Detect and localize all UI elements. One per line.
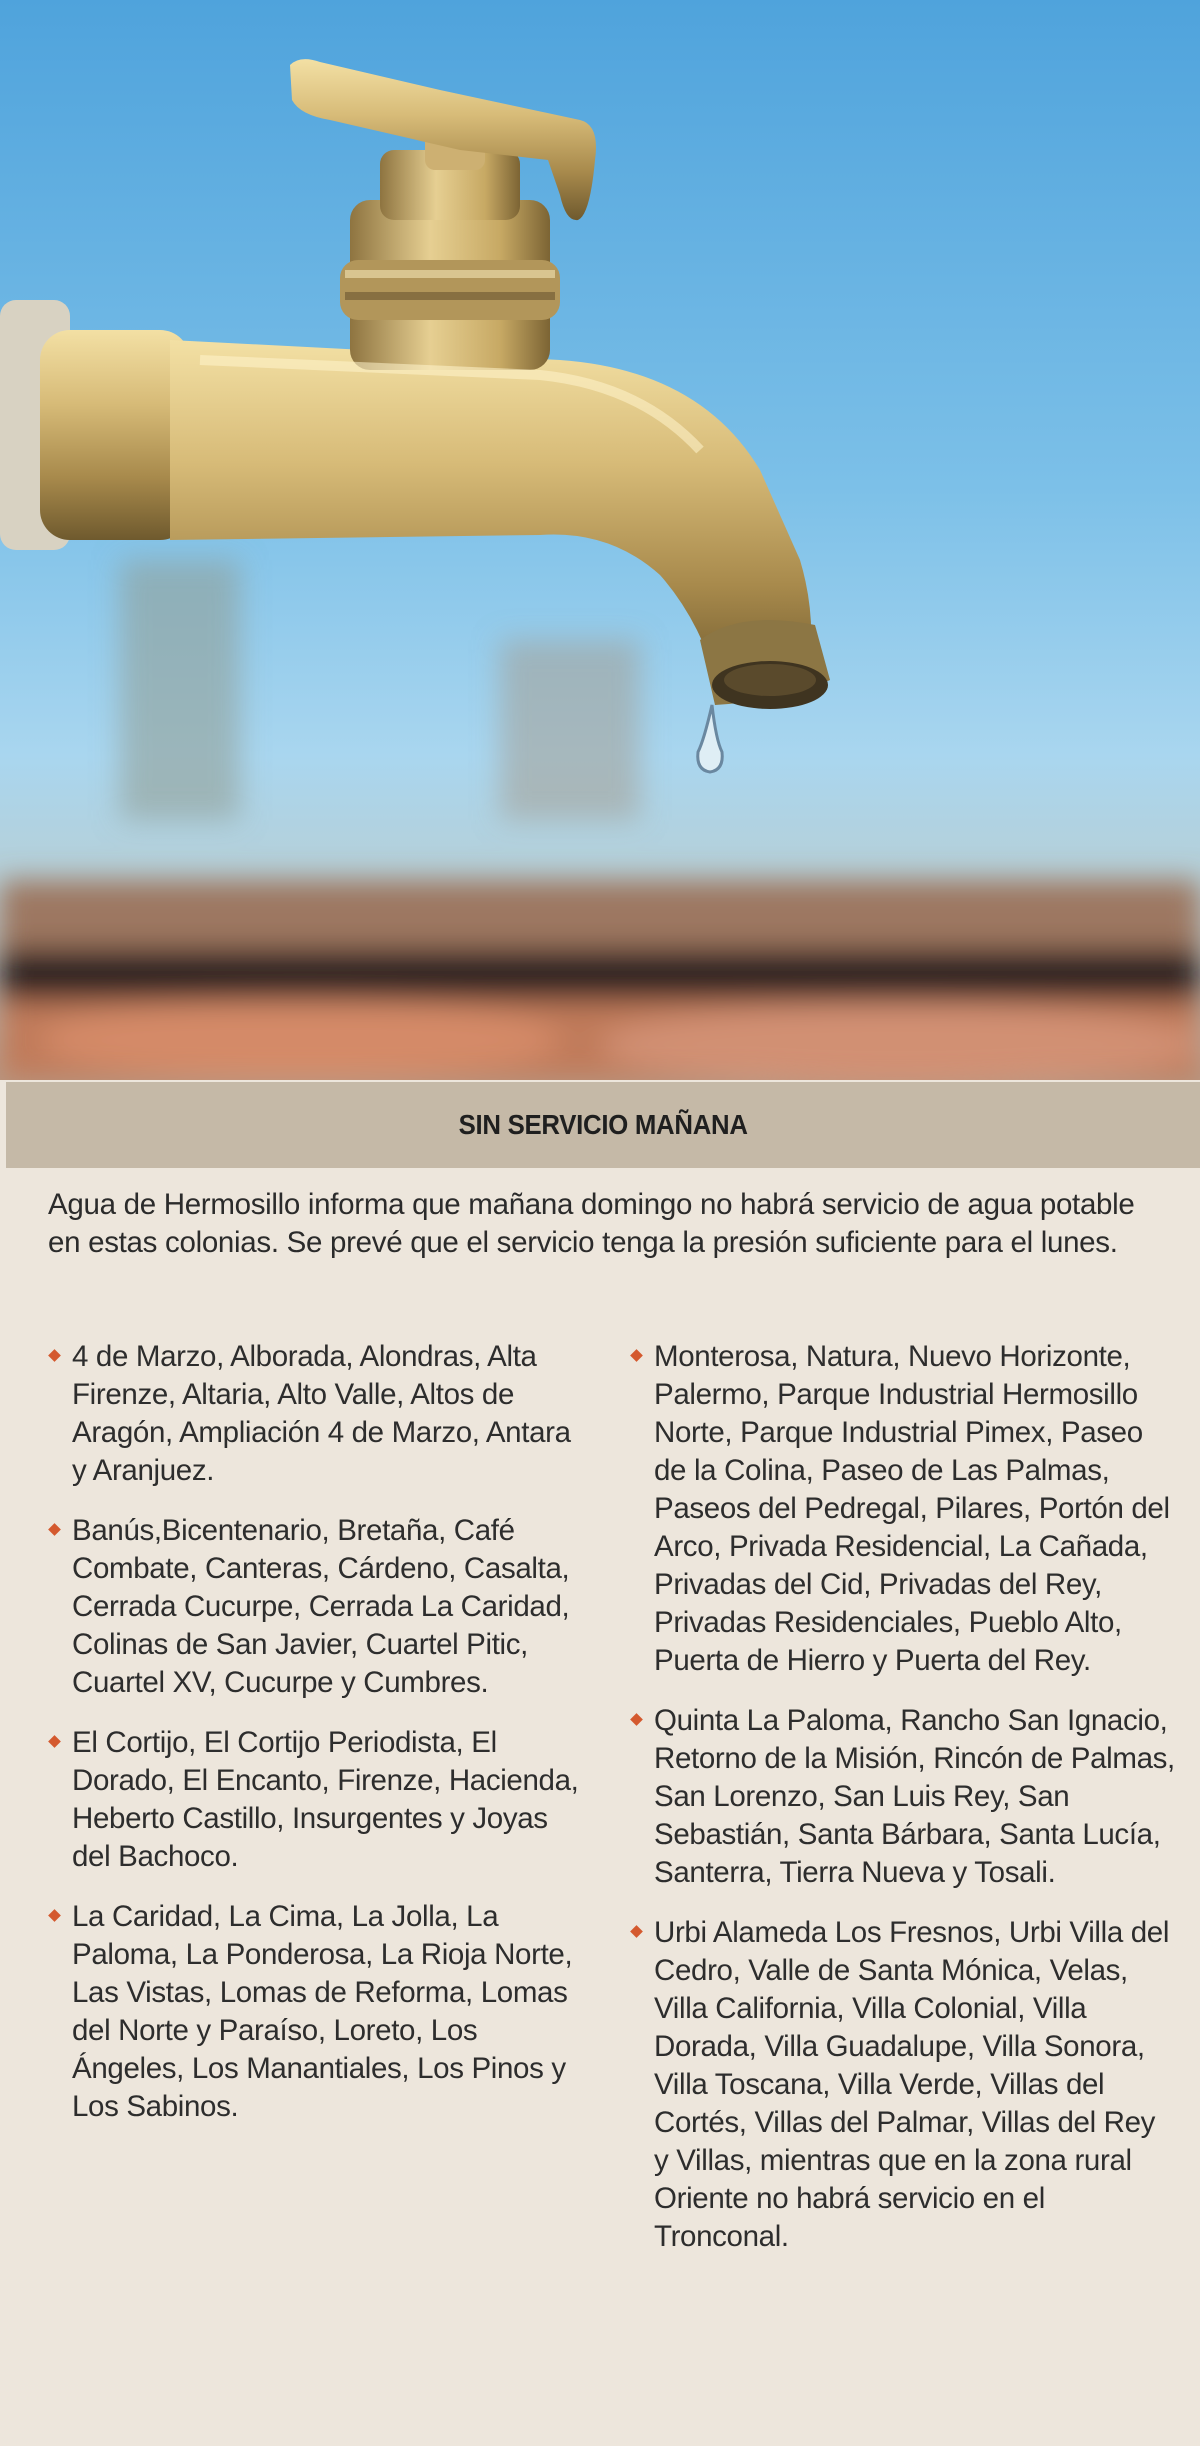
list-item <box>630 1914 1175 2256</box>
list-item-text: El Cortijo, El Cortijo Periodista, El Dorado, El Encanto, Firenze, Hacienda, Heberto Castillo, Insurgentes y Joyas del Bachoco. <box>72 1726 579 1873</box>
faucet-photo <box>0 0 1200 1080</box>
colonias-column-left <box>48 1338 588 2148</box>
list-item-text: Quinta La Paloma, Rancho San Ignacio, Retorno de la Misión, Rincón de Palmas, San Lorenzo, San Luis Rey, San Sebastián, Santa Bárbara, Santa Lucía, Santerra, Tierra Nueva y Tosali. <box>654 1704 1175 1889</box>
list-item-text: Monterosa, Natura, Nuevo Horizonte, Palermo, Parque Industrial Hermosillo Norte, Parque Industrial Pimex, Paseo de la Colina, Paseo de Las Palmas, Paseos del Pedregal, Pilares, Portón del Arco, Privada Residencial, La Cañada, Privadas del Cid, Privadas del Rey, Privadas Residenciales, Pueblo Alto, Puerta de Hierro y Puerta del Rey. <box>654 1340 1170 1677</box>
bullet-icon <box>630 1713 643 1726</box>
list-item-text: Banús,Bicentenario, Bretaña, Café Combate, Canteras, Cárdeno, Casalta, Cerrada Cucurpe, Cerrada La Caridad, Colinas de San Javier, Cuartel Pitic, Cuartel XV, Cucurpe y Cumbres. <box>72 1514 570 1699</box>
list-item <box>48 1512 588 1702</box>
section-title: SIN SERVICIO MAÑANA <box>458 1109 748 1140</box>
bullet-icon <box>48 1909 61 1922</box>
section-header-bar <box>6 1082 1200 1168</box>
bullet-icon <box>48 1523 61 1536</box>
intro-paragraph: Agua de Hermosillo informa que mañana domingo no habrá servicio de agua potable en estas colonias. Se prevé que el servicio tenga la presión suficiente para el lunes. <box>48 1188 1135 1259</box>
list-item-text: 4 de Marzo, Alborada, Alondras, Alta Firenze, Altaria, Alto Valle, Altos de Aragón, Ampliación 4 de Marzo, Antara y Aranjuez. <box>72 1340 571 1487</box>
bullet-icon <box>630 1925 643 1938</box>
bullet-icon <box>48 1735 61 1748</box>
bullet-icon <box>48 1349 61 1362</box>
list-item <box>48 1898 588 2126</box>
list-item <box>630 1338 1175 1680</box>
colonias-column-right <box>630 1338 1175 2278</box>
list-item-text: Urbi Alameda Los Fresnos, Urbi Villa del Cedro, Valle de Santa Mónica, Velas, Villa California, Villa Colonial, Villa Dorada, Villa Guadalupe, Villa Sonora, Villa Toscana, Villa Verde, Villas del Cortés, Villas del Palmar, Villas del Rey y Villas, mientras que en la zona rural Oriente no habrá servicio en el Tronconal. <box>654 1916 1170 2253</box>
bullet-icon <box>630 1349 643 1362</box>
list-item <box>630 1702 1175 1892</box>
list-item <box>48 1724 588 1876</box>
list-item-text: La Caridad, La Cima, La Jolla, La Paloma, La Ponderosa, La Rioja Norte, Las Vistas, Lomas de Reforma, Lomas del Norte y Paraíso, Loreto, Los Ángeles, Los Manantiales, Los Pinos y Los Sabinos. <box>72 1900 573 2123</box>
list-item <box>48 1338 588 1490</box>
